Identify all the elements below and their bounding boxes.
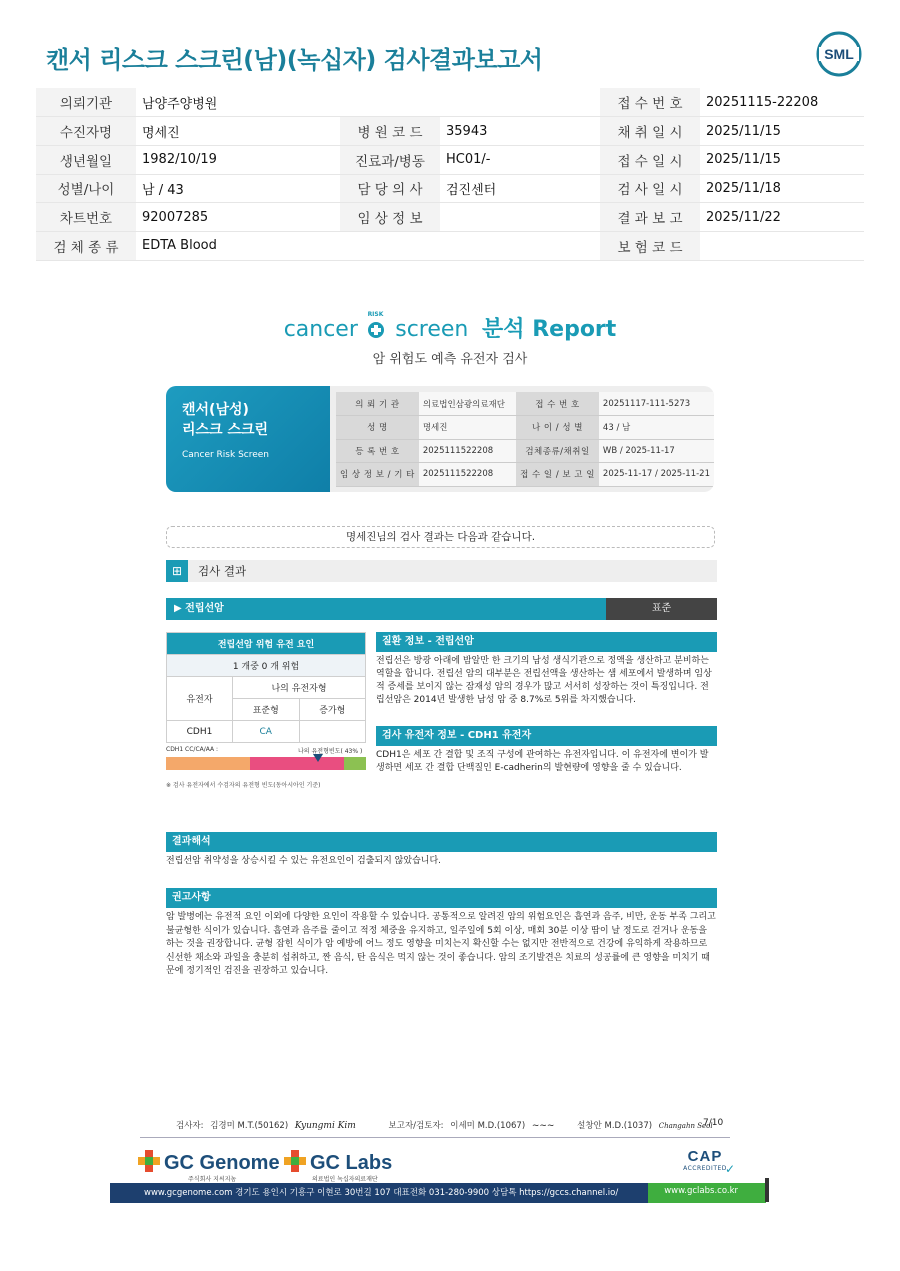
- col-inc-header: 증가형: [299, 699, 366, 721]
- card-title-en: Cancer Risk Screen: [182, 450, 270, 460]
- header-label: 채 취 일 시: [600, 117, 700, 146]
- logo-screen: screen: [395, 317, 469, 342]
- col-std-header: 표준형: [233, 699, 300, 721]
- page-number: 7/10: [703, 1118, 724, 1128]
- header-value: 남양주양병원: [136, 88, 340, 117]
- folder-plus-icon: ⊞: [166, 560, 188, 582]
- logo-cancer: cancer: [283, 317, 358, 342]
- gene-inc-value: [299, 721, 366, 743]
- header-label: 진료과/병동: [340, 145, 440, 174]
- checkmark-icon: ✓: [724, 1162, 735, 1176]
- header-label: 임 상 정 보: [340, 203, 440, 232]
- cap-text: CAP: [687, 1148, 723, 1165]
- header-row: [36, 145, 864, 174]
- signers-line: [176, 1119, 736, 1131]
- report-logo: [0, 312, 900, 343]
- col-my-genotype-header: 나의 유전자형: [233, 677, 366, 699]
- header-value: 2025/11/15: [700, 117, 864, 146]
- header-value: 남 / 43: [136, 174, 340, 203]
- card-value: 2025-11-17 / 2025-11-21: [599, 463, 714, 487]
- header-label: 보 험 코 드: [600, 231, 700, 260]
- card-label: 접 수 번 호: [516, 392, 599, 416]
- header-label: 검 사 일 시: [600, 174, 700, 203]
- header-value: 1982/10/19: [136, 145, 340, 174]
- card-title-panel: [166, 386, 330, 492]
- header-label: 담 당 의 사: [340, 174, 440, 203]
- freq-segment: [344, 757, 366, 770]
- examiner-name: 김경미 M.T.(50162): [210, 1121, 289, 1131]
- card-title-2: 리스크 스크린: [182, 422, 269, 438]
- gene-info-text: CDH1은 세포 간 결합 및 조직 구성에 관여하는 유전자입니다. 이 유전자에 변이가 발생하면 세포 간 결합 단백질인 E-cadherin의 발현량에 영향을 줄 수 있습니다.: [376, 750, 709, 773]
- card-label: 접 수 일 / 보 고 일: [516, 463, 599, 487]
- header-label: 성별/나이: [36, 174, 136, 203]
- footer-divider: [140, 1137, 730, 1138]
- examiner-signature: Kyungmi Kim: [294, 1121, 356, 1131]
- footer-contact: www.gcgenome.com 경기도 용인시 기흥구 이현로 30번길 107 대표전화 031-280-9900 상담톡 https://gccs.channel.io/: [144, 1188, 619, 1198]
- card-row: [336, 416, 714, 440]
- header-value: 92007285: [136, 203, 340, 232]
- card-row: [336, 463, 714, 487]
- reporter1-signature: ~~~: [531, 1121, 555, 1131]
- header-label: 생년월일: [36, 145, 136, 174]
- freq-segment: [250, 757, 344, 770]
- result-section-title: 검사 결과: [198, 564, 247, 578]
- gene-table-title: 전립선암 위험 유전 요인: [167, 633, 366, 655]
- footer-contact-bar: [110, 1183, 766, 1203]
- header-label: [340, 88, 440, 117]
- card-value: 43 / 남: [599, 416, 714, 440]
- sml-logo: [815, 30, 863, 78]
- prostate-result-bar: [166, 598, 717, 620]
- card-value: WB / 2025-11-17: [599, 439, 714, 463]
- gc-genome-logo: [138, 1150, 280, 1175]
- card-row: [336, 439, 714, 463]
- gc-labs-sub: 의료법인 녹십자의료재단: [312, 1176, 378, 1183]
- reporter-label: 보고자/검토자:: [388, 1121, 444, 1131]
- reporter2-name: 설창안 M.D.(1037): [577, 1121, 653, 1131]
- examiner-label: 검사자:: [176, 1121, 204, 1131]
- gene-info-title: 검사 유전자 정보 - CDH1 유전자: [376, 726, 717, 746]
- header-row: [36, 117, 864, 146]
- gene-std-value: CA: [233, 721, 300, 743]
- header-value: EDTA Blood: [136, 231, 340, 260]
- gc-cross-icon: [138, 1150, 160, 1172]
- logo-risk: RISK: [367, 311, 384, 318]
- header-label: 검 체 종 류: [36, 231, 136, 260]
- recommendation-title: 권고사항: [166, 888, 717, 908]
- card-value: 2025111522208: [419, 439, 516, 463]
- cap-accredited-logo: [673, 1148, 737, 1176]
- freq-label-right: 나의 유전형빈도( 43% ): [298, 748, 363, 755]
- card-title-1: 캔서(남성): [182, 402, 249, 418]
- disease-info-text: 전립선은 방광 아래에 밤알만 한 크기의 남성 생식기관으로 정액을 생산하고 분비하는 역할을 합니다. 전립선 암의 대부분은 전립선액을 생산하는 샘 세포에서 발생하며 임상적 증세를 보이지 않는 잠재성 암의 경우가 많고 서서히 성장하는 것이 특징입니다. 전립선암은 2014년 발생한 남성 암 중 8.7%로 5위를 차지했습니다.: [376, 656, 712, 705]
- header-label: 결 과 보 고: [600, 203, 700, 232]
- header-label: 접 수 일 시: [600, 145, 700, 174]
- card-value: 20251117-111-5273: [599, 392, 714, 416]
- col-gene-header: 유전자: [167, 677, 233, 721]
- patient-info-card: [166, 386, 714, 492]
- genotype-frequency-bar: [166, 757, 366, 770]
- footer-edge-tab: [765, 1178, 769, 1202]
- header-label: 수진자명: [36, 117, 136, 146]
- header-value: [440, 88, 600, 117]
- header-row: [36, 88, 864, 117]
- card-value: 2025111522208: [419, 463, 516, 487]
- header-value: [700, 231, 864, 260]
- card-value: 명세진: [419, 416, 516, 440]
- gc-cross-icon: [284, 1150, 306, 1172]
- reporter1-name: 이세미 M.D.(1067): [450, 1121, 526, 1131]
- header-value: HC01/-: [440, 145, 600, 174]
- greeting-message: 명세진님의 검사 결과는 다음과 같습니다.: [166, 526, 715, 548]
- card-value: 의료법인삼광의료재단: [419, 392, 516, 416]
- page-title: 캔서 리스크 스크린(남)(녹십자) 검사결과보고서: [46, 46, 543, 74]
- header-label: 의뢰기관: [36, 88, 136, 117]
- header-value: 2025/11/15: [700, 145, 864, 174]
- gc-genome-text: GC Genome: [164, 1152, 280, 1174]
- interpretation-title: 결과해석: [166, 832, 717, 852]
- header-row: [36, 203, 864, 232]
- header-value: 2025/11/18: [700, 174, 864, 203]
- header-label: 병 원 코 드: [340, 117, 440, 146]
- gc-labs-text: GC Labs: [310, 1152, 393, 1174]
- status-badge: 표준: [606, 598, 717, 620]
- card-label: 성 명: [336, 416, 419, 440]
- header-value: 2025/11/22: [700, 203, 864, 232]
- result-section-header: [166, 560, 717, 582]
- header-value: [440, 203, 600, 232]
- interpretation-text: 전립선암 취약성을 상승시킬 수 있는 유전요인이 검출되지 않았습니다.: [166, 856, 442, 866]
- header-label: [340, 231, 440, 260]
- header-info-table: [36, 88, 864, 261]
- disease-info-title: 질환 정보 - 전립선암: [376, 632, 717, 652]
- freq-label-left: CDH1 CC/CA/AA :: [166, 746, 219, 753]
- card-label: 나 이 / 성 별: [516, 416, 599, 440]
- header-label: 접 수 번 호: [600, 88, 700, 117]
- header-value: 명세진: [136, 117, 340, 146]
- footer-site: www.gclabs.co.kr: [664, 1186, 738, 1196]
- reporter2-signature: Changahn Seol: [658, 1122, 713, 1130]
- header-value: 35943: [440, 117, 600, 146]
- prostate-label: ▶ 전립선암: [174, 603, 224, 614]
- card-info-table: [336, 392, 714, 487]
- header-value: 검진센터: [440, 174, 600, 203]
- logo-risk-icon: [367, 311, 386, 338]
- card-label: 등 록 번 호: [336, 439, 419, 463]
- header-label: 차트번호: [36, 203, 136, 232]
- my-frequency-marker-icon: [313, 754, 323, 762]
- gene-table-count: 1 개중 0 개 위험: [167, 655, 366, 677]
- freq-segment: [166, 757, 250, 770]
- recommendation-text: 암 발병에는 유전적 요인 이외에 다양한 요인이 작용할 수 있습니다. 공통적으로 알려진 암의 위험요인은 흡연과 음주, 비만, 운동 부족 그리고 불균형한 식이가 있습니다. 흡연과 음주를 줄이고 적정 체중을 유지하고, 일주일에 5회 이상, 매회 30분 이상 땀이 날 정도로 걷거나 운동을 하는 것을 권장합니다. 균형 잡힌 식이가 암 예방에 어느 정도 영향을 미치는지 확신할 수는 없지만 전반적으로 건강에 유익하게 작용하므로 신선한 채소와 과일을 충분히 섭취하고, 짠 음식, 탄 음식은 먹지 않는 것이 좋습니다. 암의 조기발견은 치료의 성공률에 큰 영향을 미치기 때문에 정기적인 검진을 권장하고 있습니다.: [166, 912, 716, 976]
- gene-name: CDH1: [167, 721, 233, 743]
- report-subtitle: 암 위험도 예측 유전자 검사: [372, 352, 528, 367]
- gene-risk-table: [166, 632, 366, 743]
- header-value: [440, 231, 600, 260]
- header-row: [36, 231, 864, 260]
- freq-note: ※ 검사 유전자에서 수검자의 유전형 빈도(동아시아인 기준): [166, 782, 321, 789]
- card-label: 의 뢰 기 관: [336, 392, 419, 416]
- card-label: 검체종류/채취일: [516, 439, 599, 463]
- header-row: [36, 174, 864, 203]
- gc-labs-logo: [284, 1150, 392, 1175]
- sml-logo-text: SML: [824, 46, 854, 62]
- gc-genome-sub: 주식회사 지씨지놈: [188, 1176, 237, 1183]
- card-row: [336, 392, 714, 416]
- card-label: 임 상 정 보 / 기 타: [336, 463, 419, 487]
- cap-sub: ACCREDITED: [683, 1165, 727, 1172]
- header-value: 20251115-22208: [700, 88, 864, 117]
- logo-suffix: 분석 Report: [482, 317, 617, 342]
